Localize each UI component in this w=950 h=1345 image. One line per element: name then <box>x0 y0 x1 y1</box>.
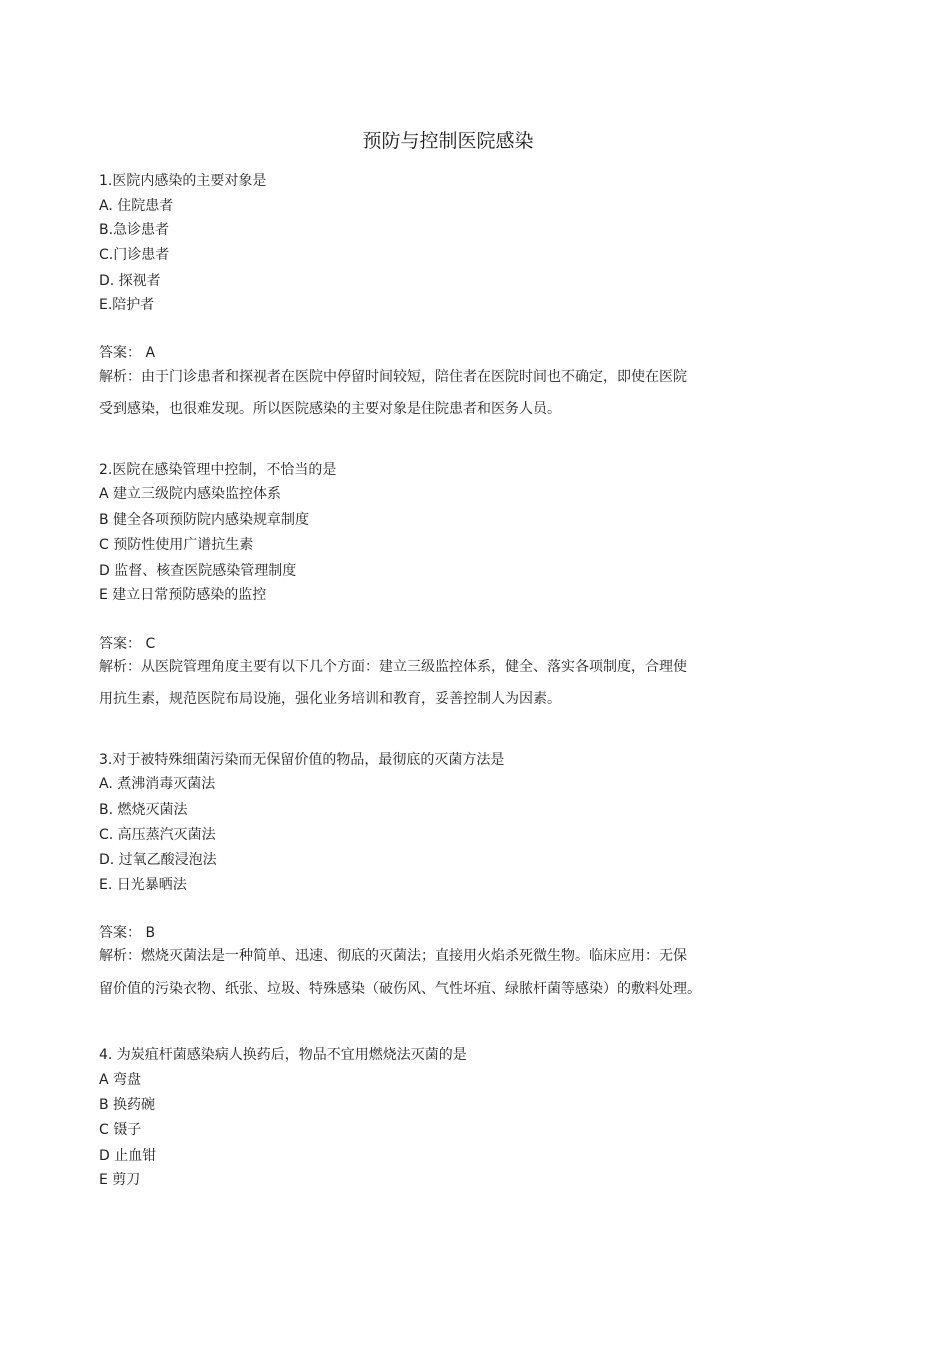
question-4-option-d: D 止血钳 <box>99 1148 157 1164</box>
question-1-explanation-line-1: 解析：由于门诊患者和探视者在医院中停留时间较短，陪住者在医院时间也不确定，即使在医院 <box>99 369 687 385</box>
question-4-option-b: B 换药碗 <box>99 1097 156 1113</box>
question-4-stem: 4. 为炭疽杆菌感染病人换药后，物品不宜用燃烧法灭菌的是 <box>99 1047 467 1063</box>
question-1-option-b: B.急诊患者 <box>99 222 170 238</box>
question-2-explanation-line-2: 用抗生素，规范医院布局设施，强化业务培训和教育，妥善控制人为因素。 <box>99 691 561 707</box>
question-3-option-b: B. 燃烧灭菌法 <box>99 802 188 818</box>
question-3-explanation-line-1: 解析：燃烧灭菌法是一种简单、迅速、彻底的灭菌法；直接用火焰杀死微生物。临床应用：无保 <box>99 948 687 964</box>
document-title: 预防与控制医院感染 <box>362 130 534 152</box>
question-3-option-e: E. 日光暴晒法 <box>99 877 187 893</box>
question-3-option-d: D. 过氧乙酸浸泡法 <box>99 852 217 868</box>
question-3-explanation-line-2: 留价值的污染衣物、纸张、垃圾、特殊感染（破伤风、气性坏疽、绿脓杆菌等感染）的敷料处理。 <box>99 981 701 997</box>
question-3-stem: 3.对于被特殊细菌污染而无保留价值的物品，最彻底的灭菌方法是 <box>99 752 505 768</box>
question-3-option-c: C. 高压蒸汽灭菌法 <box>99 827 216 843</box>
question-1-option-a: A. 住院患者 <box>99 198 174 214</box>
question-2-option-a: A 建立三级院内感染监控体系 <box>99 486 282 502</box>
question-1-option-c: C.门诊患者 <box>99 247 170 263</box>
question-2-option-d: D 监督、核查医院感染管理制度 <box>99 563 297 579</box>
question-2-stem: 2.医院在感染管理中控制，不恰当的是 <box>99 462 337 478</box>
question-2-option-c: C 预防性使用广谱抗生素 <box>99 537 254 553</box>
question-1-answer: 答案： A <box>99 345 156 361</box>
question-1-explanation-line-2: 受到感染，也很难发现。所以医院感染的主要对象是住院患者和医务人员。 <box>99 401 561 417</box>
question-2-explanation-line-1: 解析：从医院管理角度主要有以下几个方面：建立三级监控体系，健全、落实各项制度，合理使 <box>99 659 687 675</box>
question-2-option-e: E 建立日常预防感染的监控 <box>99 587 267 603</box>
question-2-answer: 答案： C <box>99 636 156 652</box>
question-3-answer: 答案： B <box>99 925 156 941</box>
question-2-option-b: B 健全各项预防院内感染规章制度 <box>99 512 310 528</box>
question-4-option-e: E 剪刀 <box>99 1172 141 1188</box>
question-1-option-e: E.陪护者 <box>99 297 155 313</box>
question-1-stem: 1.医院内感染的主要对象是 <box>99 173 267 189</box>
question-4-option-a: A 弯盘 <box>99 1072 142 1088</box>
question-1-option-d: D. 探视者 <box>99 273 161 289</box>
question-4-option-c: C 镊子 <box>99 1122 142 1138</box>
question-3-option-a: A. 煮沸消毒灭菌法 <box>99 776 216 792</box>
